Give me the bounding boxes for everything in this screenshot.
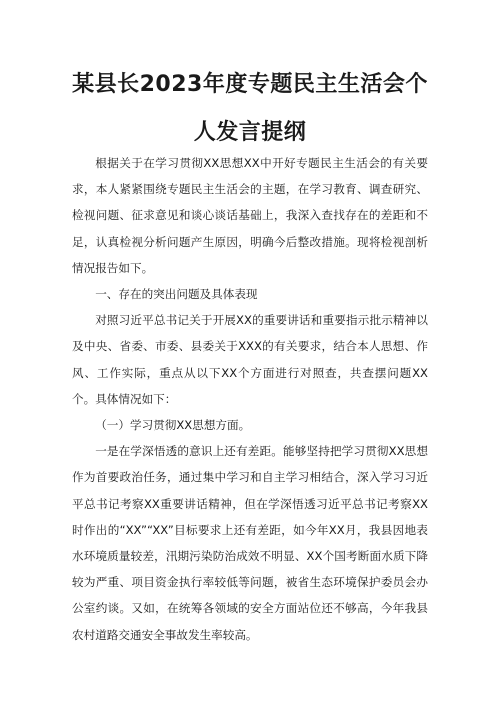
intro-paragraph: 根据关于在学习贯彻XX思想XX中开好专题民主生活会的有关要求，本人紧紧围绕专题民主生活会的主题，在学习教育、调查研究、检视问题、征求意见和谈心谈话基础上，我深入查找存在的差距和不足，认真检视分析问题产生原因，明确今后整改措施。现将检视剖析情况报告如下。 [72, 156, 428, 275]
document-body [72, 150, 428, 648]
issue-paragraph: 一是在学深悟透的意识上还有差距。能够坚持把学习贯彻XX思想作为首要政治任务，通过集中学习和自主学习相结合，深入学习习近平总书记考察XX重要讲话精神，但在学深悟透习近平总书记考察XX时作出的“XX”“XX”目标要求上还有差距，如今年XX月，我县因地表水环境质量较差，汛期污染防治成效不明显、XX个国考断面水质下降较为严重、项目资金执行率较低等问题，被省生态环境保护委员会办公室约谈。又如，在统筹各领域的安全方面站位还不够高，今年我县农村道路交通安全事故发生率较高。 [72, 444, 428, 642]
subsection-heading: （一）学习贯彻XX思想方面。 [95, 418, 251, 433]
section-heading: 一、存在的突出问题及具体表现 [95, 287, 258, 302]
context-paragraph: 对照习近平总书记关于开展XX的重要讲话和重要指示批示精神以及中央、省委、市委、县委关于XXX的有关要求，结合本人思想、作风、工作实际，重点从以下XX个方面进行对照查，共查摆问题XX个。具体情况如下： [72, 313, 428, 406]
document-title-line-1: 某县长2023年度专题民主生活会个 [72, 72, 428, 97]
document-title-line-2: 人发言提纲 [193, 120, 307, 145]
